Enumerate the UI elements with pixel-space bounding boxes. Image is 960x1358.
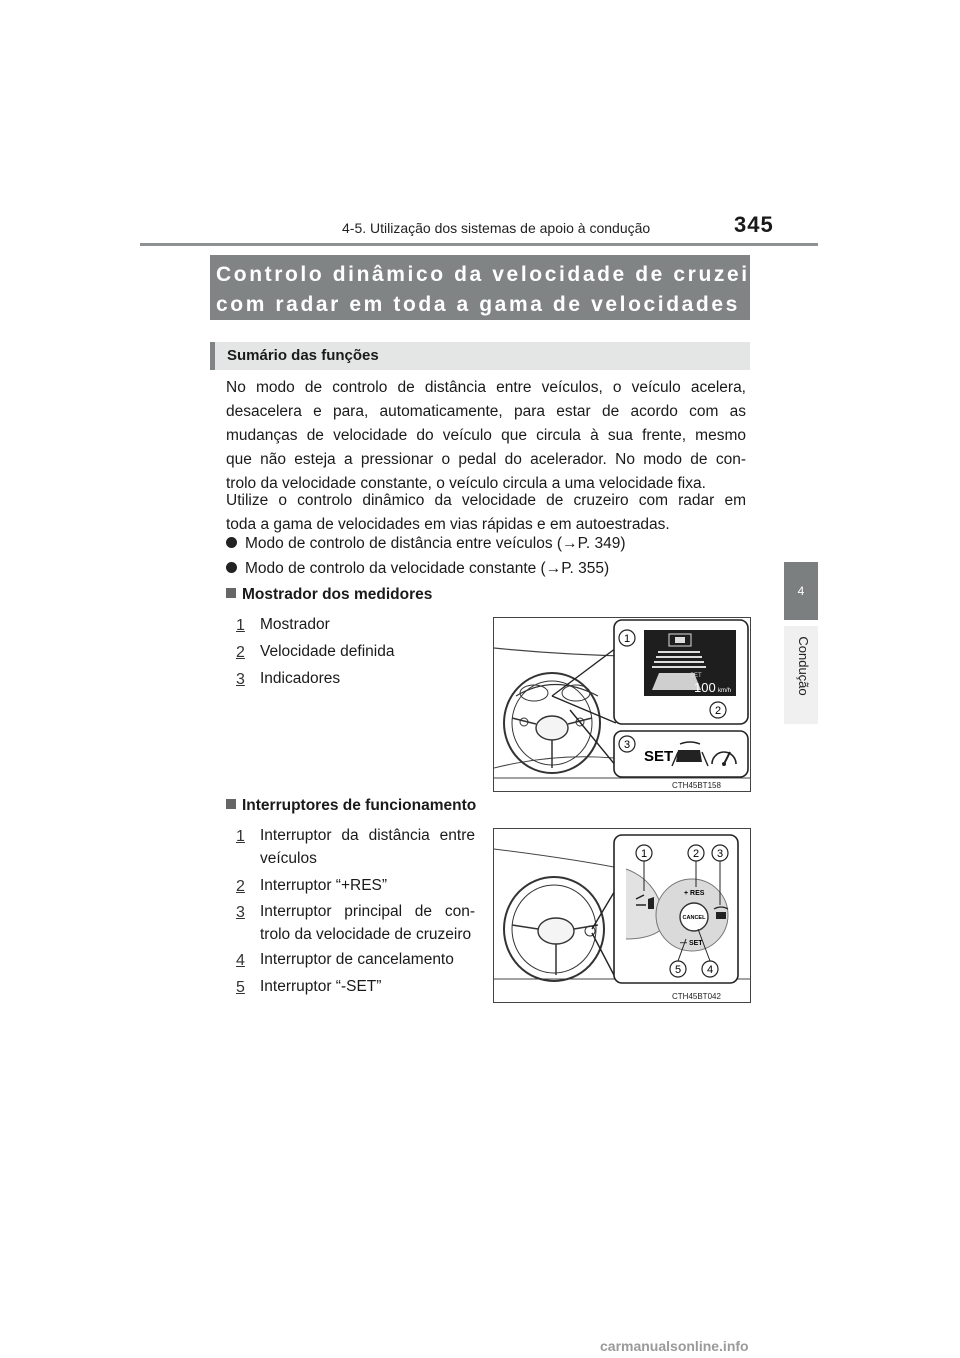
paragraph-line: toda a gama de velocidades em vias rápidas e em autoestradas. [226, 516, 670, 533]
item-number: 1 [236, 828, 245, 845]
intro-paragraph [226, 376, 746, 496]
item-number: 1 [236, 617, 245, 634]
bullet-text: Modo de controlo da velocidade constante (→P. 355) [245, 560, 610, 577]
page-title-line-1: Controlo dinâmico da velocidade de cruzeiro [216, 263, 776, 286]
display-speed-value: 100 [694, 680, 716, 695]
item-number: 3 [236, 671, 245, 688]
callout-5: 5 [674, 964, 682, 976]
callout-2: 2 [692, 848, 700, 860]
page-number: 345 [734, 212, 774, 237]
operation-switches-figure [493, 828, 751, 1003]
square-bullet-icon [226, 588, 236, 598]
item-text-continued: veículos [260, 850, 317, 867]
indicator-set-label: SET [644, 748, 674, 765]
item-text: Indicadores [260, 670, 341, 687]
item-number: 4 [236, 952, 245, 969]
bullet-item [226, 533, 626, 555]
item-text: Velocidade definida [260, 643, 395, 660]
subheading: Sumário das funções [210, 342, 750, 370]
item-text-continued: trolo da velocidade de cruzeiro [260, 926, 472, 943]
header-divider [140, 243, 818, 246]
item-text: Interruptor da distância entre [260, 827, 475, 844]
section-heading-text: Interruptores de funcionamento [242, 797, 477, 814]
paragraph-line: No modo de controlo de distância entre veículos, o veículo acelera, [226, 379, 746, 396]
callout-3: 3 [716, 848, 724, 860]
item-text: Interruptor de cancelamento [260, 951, 454, 968]
usage-paragraph [226, 489, 746, 537]
operation-switches-illustration [494, 829, 750, 1002]
display-speed-unit: km/h [718, 688, 732, 694]
display-set-label: SET [690, 673, 702, 679]
item-number: 3 [236, 904, 245, 921]
item-number: 5 [236, 979, 245, 996]
bullet-text: Modo de controlo de distância entre veículos (→P. 349) [245, 535, 626, 552]
figure-code: CTH45BT042 [672, 992, 721, 1001]
chapter-tab-number: 4 [784, 562, 818, 620]
square-bullet-icon [226, 799, 236, 809]
section-heading-text: Mostrador dos medidores [242, 586, 433, 603]
item-text: Interruptor principal de con- [260, 903, 475, 920]
set-switch-label: — SET [680, 940, 703, 947]
bullet-item [226, 558, 609, 580]
item-number: 2 [236, 644, 245, 661]
page-title [210, 255, 776, 320]
meter-display-illustration [494, 618, 750, 791]
callout-2: 2 [714, 705, 722, 717]
bullet-dot-icon [226, 562, 237, 573]
callout-4: 4 [706, 964, 714, 976]
callout-1: 1 [640, 848, 648, 860]
item-text: Interruptor “+RES” [260, 877, 388, 894]
chapter-tab-label: Condução [796, 636, 811, 696]
header-section-title: 4-5. Utilização dos sistemas de apoio à condução [342, 220, 651, 236]
paragraph-line: mudanças de velocidade do veículo que circula à sua frente, mesmo [226, 427, 746, 444]
bullet-dot-icon [226, 537, 237, 548]
paragraph-line: desacelera e para, automaticamente, para estar de acordo com as [226, 403, 746, 420]
page-title-line-2: com radar em toda a gama de velocidades [216, 293, 740, 316]
item-text: Mostrador [260, 616, 330, 633]
item-text: Interruptor “-SET” [260, 978, 382, 995]
res-switch-label: + RES [684, 890, 705, 897]
paragraph-line: que não esteja a pressionar o pedal do acelerador. No modo de con- [226, 451, 746, 468]
item-number: 2 [236, 878, 245, 895]
callout-1: 1 [623, 633, 631, 645]
callout-3: 3 [623, 739, 631, 751]
cancel-switch-label: CANCEL [682, 915, 706, 921]
paragraph-line: trolo da velocidade constante, o veículo circula a uma velocidade fixa. [226, 475, 706, 492]
paragraph-line: Utilize o controlo dinâmico da velocidade de cruzeiro com radar em [226, 492, 746, 509]
meter-display-figure [493, 617, 751, 792]
watermark: carmanualsonline.info [600, 1338, 749, 1354]
section-heading-switches [226, 797, 476, 815]
section-heading-meters [226, 586, 432, 604]
figure-code: CTH45BT158 [672, 781, 721, 790]
